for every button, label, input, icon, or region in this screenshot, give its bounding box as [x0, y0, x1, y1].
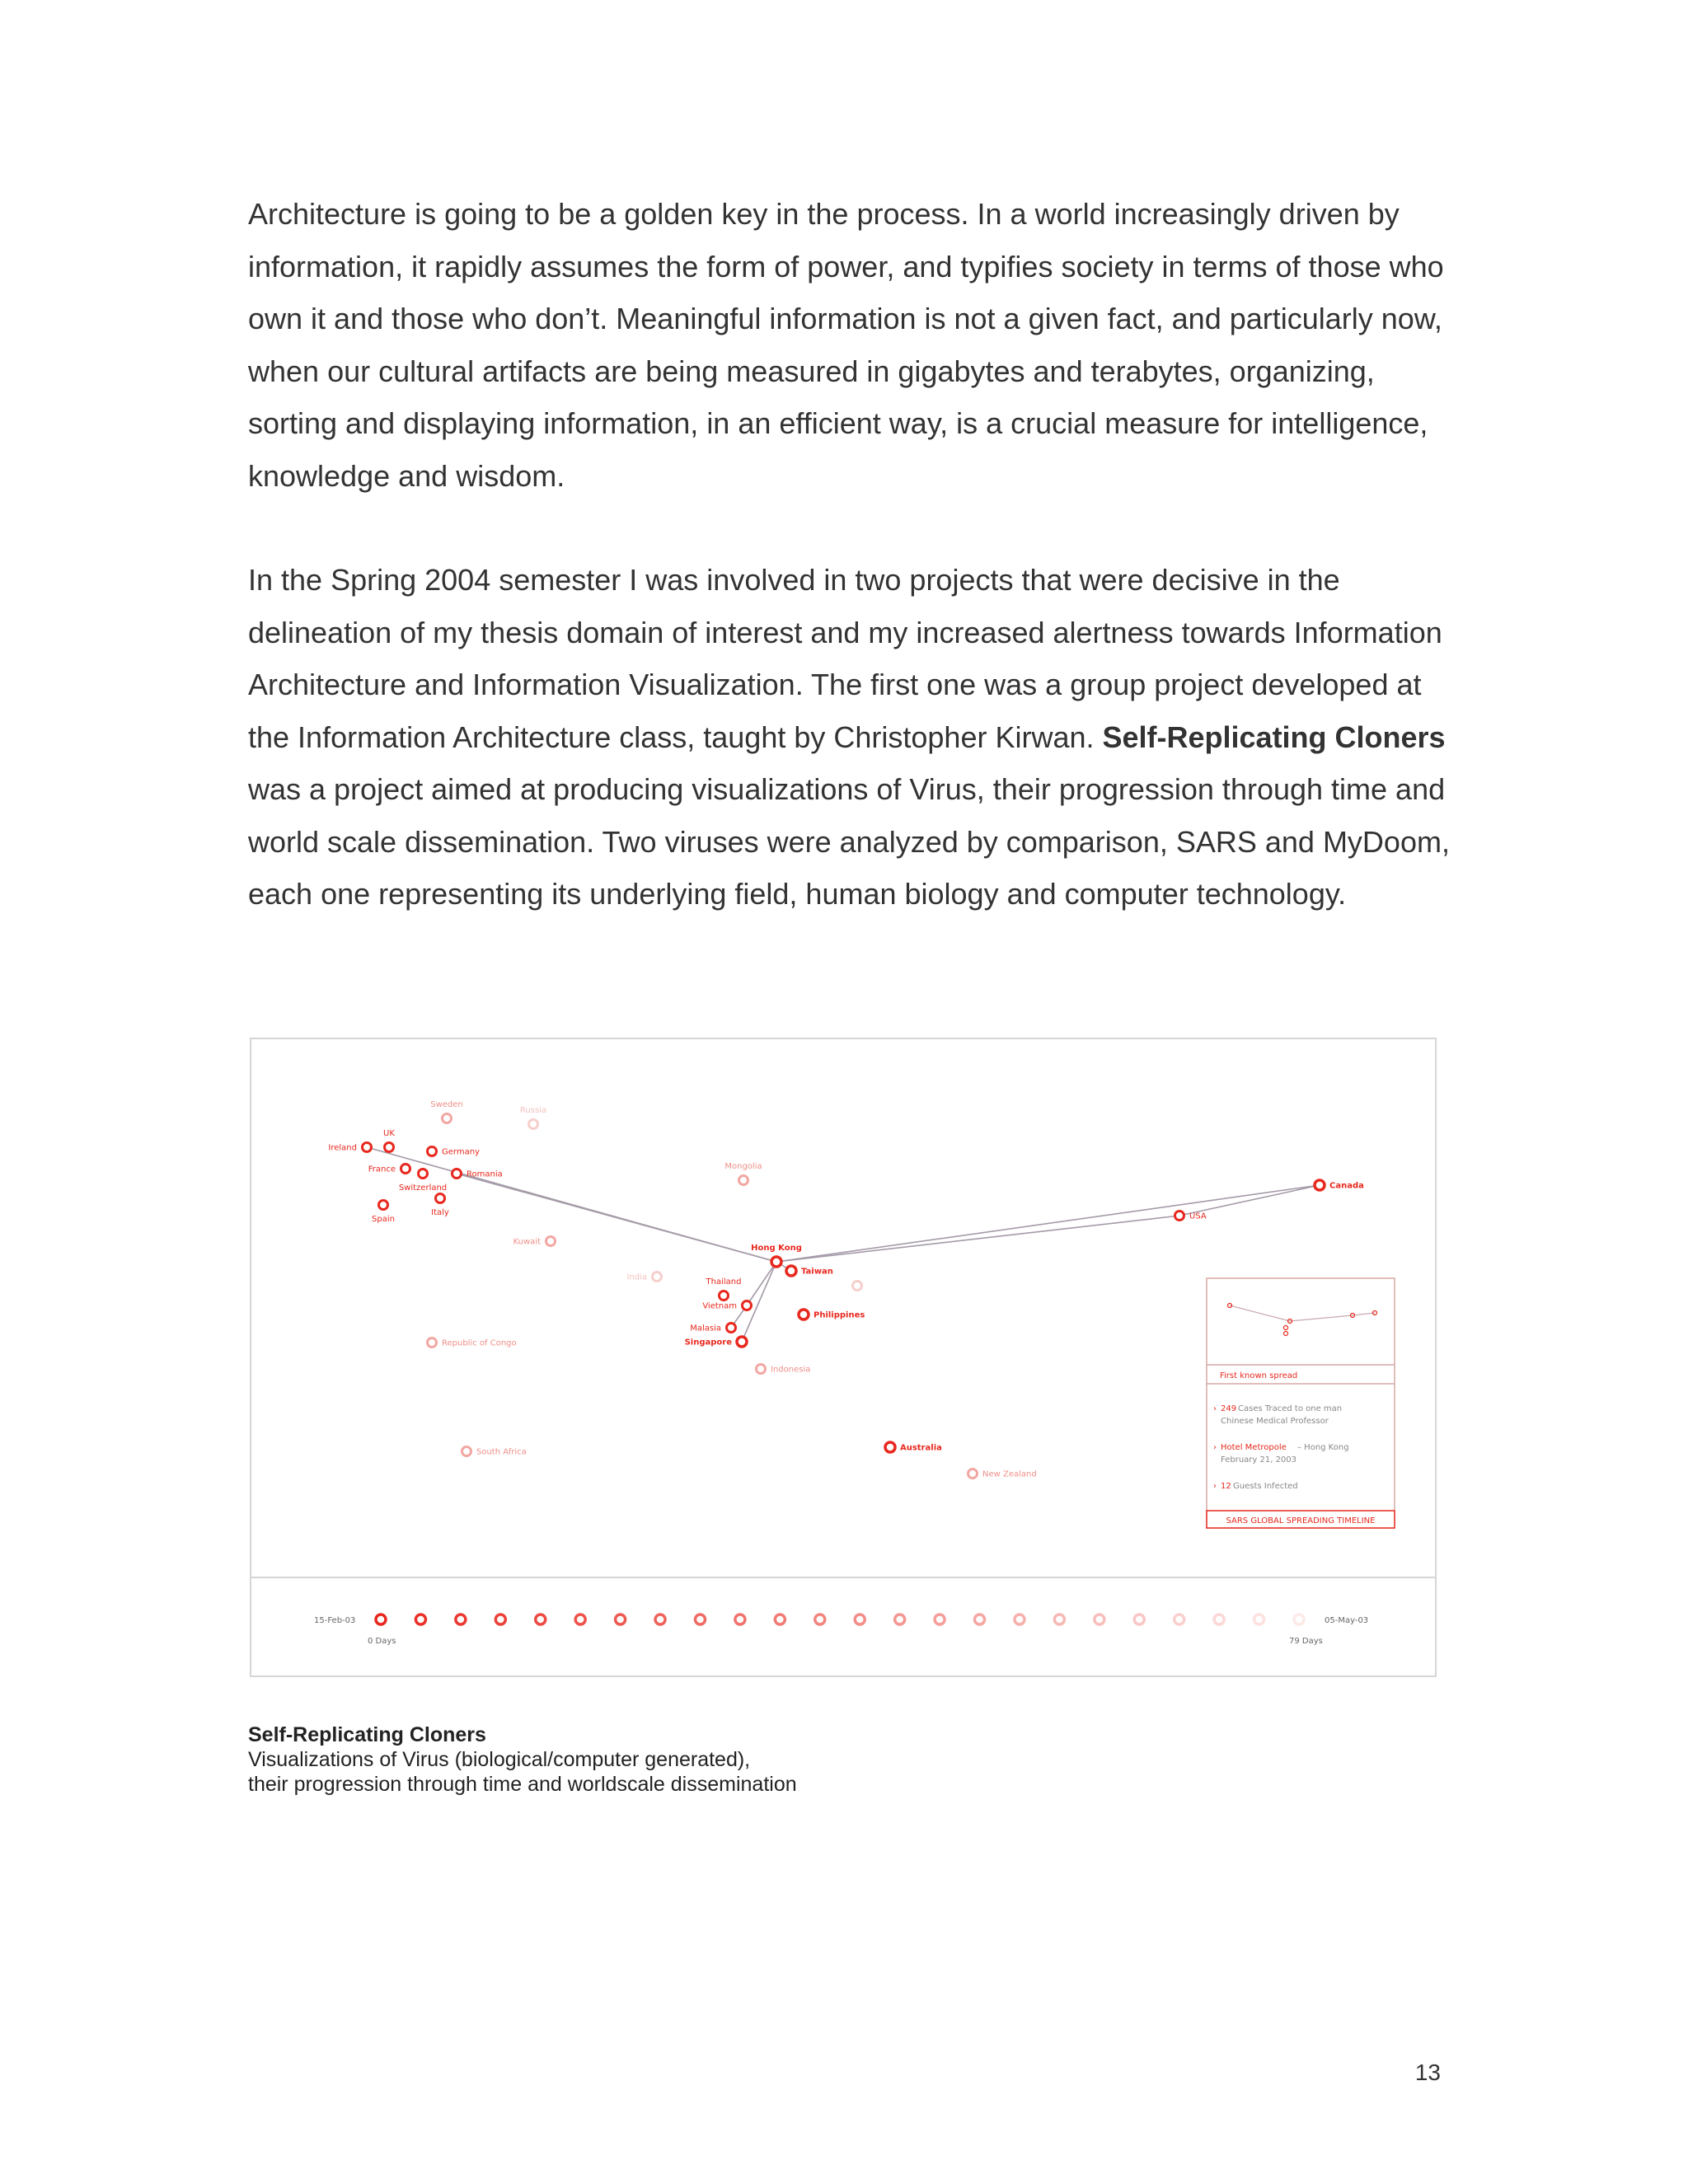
project-name-bold: Self-Replicating Cloners — [1102, 719, 1446, 754]
label-ireland: Ireland — [328, 1143, 357, 1153]
node-indonesia — [757, 1365, 766, 1374]
spread-link-hong-kong-usa — [776, 1216, 1179, 1262]
label-usa: USA — [1189, 1212, 1207, 1221]
timeline — [376, 1615, 1304, 1624]
node-taiwan — [786, 1266, 796, 1276]
timeline-marker[interactable] — [376, 1615, 386, 1624]
timeline-marker[interactable] — [655, 1615, 665, 1624]
timeline-marker[interactable] — [735, 1615, 745, 1624]
label-singapore: Singapore — [684, 1338, 732, 1347]
node-kuwait — [546, 1237, 556, 1246]
paragraph-2-text-b: was a project aimed at producing visualizations of Virus, their progression through time and world scale dissemination. Two viruses were analyzed by comparison, SARS and MyDoom, each one representing its underlying field, human biology and computer technology. — [248, 772, 1450, 911]
paragraph-2-text-a: In the Spring 2004 semester I was involved in two projects that were decisive in the delineation of my thesis domain of interest and my increased alertness towards Information Architecture and Information Visualization. The first one was a group project developed at the Information Architecture class, taught by Christopher Kirwan. — [248, 563, 1442, 754]
caption-line-1: Visualizations of Virus (biological/computer generated), — [248, 1748, 751, 1771]
label-mongolia: Mongolia — [724, 1162, 762, 1171]
node-germany — [428, 1147, 437, 1156]
legend-2-value: Hotel Metropole — [1221, 1443, 1287, 1452]
label-switzerland: Switzerland — [398, 1183, 448, 1193]
timeline-end-days: 79 Days — [1289, 1637, 1323, 1646]
label-uk: UK — [383, 1129, 395, 1138]
label-indonesia: Indonesia — [771, 1365, 811, 1375]
timeline-marker[interactable] — [895, 1615, 905, 1624]
timeline-marker[interactable] — [1015, 1615, 1025, 1624]
timeline-start-days: 0 Days — [368, 1637, 396, 1646]
label-germany: Germany — [442, 1147, 480, 1157]
timeline-marker[interactable] — [1095, 1615, 1104, 1624]
body-paragraph-2 — [248, 554, 1451, 921]
node-thailand — [720, 1291, 729, 1301]
node-singapore — [737, 1337, 747, 1347]
sars-spread-map — [251, 1039, 1435, 1675]
label-new-zealand: New Zealand — [982, 1469, 1037, 1479]
sars-visualization-figure — [250, 1038, 1437, 1677]
label-canada: Canada — [1329, 1181, 1364, 1191]
node-russia — [529, 1120, 538, 1129]
node-sweden — [443, 1114, 452, 1123]
timeline-marker[interactable] — [695, 1615, 705, 1624]
node-ireland — [363, 1143, 372, 1152]
legend-3-text: Guests Infected — [1233, 1482, 1298, 1491]
node-romania — [452, 1169, 462, 1179]
timeline-marker[interactable] — [616, 1615, 626, 1624]
timeline-marker[interactable] — [975, 1615, 985, 1624]
legend-1-sub: Chinese Medical Professor — [1221, 1417, 1329, 1426]
legend-3-value: 12 — [1221, 1482, 1231, 1491]
node-uk — [385, 1143, 394, 1152]
label-india: India — [626, 1272, 647, 1282]
label-australia: Australia — [900, 1443, 942, 1453]
timeline-marker[interactable] — [1134, 1615, 1144, 1624]
timeline-marker[interactable] — [575, 1615, 585, 1624]
node-malasia — [727, 1324, 736, 1333]
label-malasia: Malasia — [690, 1324, 721, 1333]
label-kuwait: Kuwait — [513, 1237, 541, 1247]
legend-2-sub: February 21, 2003 — [1221, 1455, 1297, 1465]
node-usa — [1175, 1212, 1184, 1221]
node-india — [653, 1272, 662, 1282]
node-vietnam — [743, 1301, 752, 1310]
label-sweden: Sweden — [430, 1100, 463, 1109]
label-romania: Romania — [467, 1169, 503, 1179]
label-vietnam: Vietnam — [702, 1301, 737, 1311]
legend-footer: SARS GLOBAL SPREADING TIMELINE — [1226, 1516, 1376, 1526]
legend-2-text: – Hong Kong — [1297, 1443, 1349, 1452]
label-south-africa: South Africa — [476, 1447, 527, 1457]
timeline-marker[interactable] — [536, 1615, 546, 1624]
spread-link-usa-canada — [1179, 1185, 1320, 1216]
legend-1-text: Cases Traced to one man — [1238, 1404, 1343, 1413]
node-italy — [436, 1194, 445, 1203]
node-australia — [885, 1442, 895, 1452]
node-spain — [379, 1201, 388, 1210]
spread-link-hong-kong-vietnam — [747, 1262, 776, 1305]
timeline-marker[interactable] — [1294, 1615, 1304, 1624]
timeline-start-date: 15-Feb-03 — [314, 1616, 356, 1625]
node-hong-kong — [771, 1257, 781, 1267]
caption-line-2: their progression through time and worldscale dissemination — [248, 1773, 797, 1796]
node-republic-of-congo — [428, 1338, 437, 1347]
timeline-marker[interactable] — [1214, 1615, 1224, 1624]
timeline-marker[interactable] — [775, 1615, 785, 1624]
legend-chevron-icon: › — [1213, 1443, 1217, 1452]
body-paragraph-1: Architecture is going to be a golden key in the process. In a world increasingly driven by information, it rapidly assumes the form of power, and typifies society in terms of those who own it and those who don’t. Meaningful information is not a given fact, and particularly now, when our cultural artifacts are being measured in gigabytes and terabytes, organizing, sorting and displaying information, in an efficient way, is a crucial measure for intelligence, knowledge and wisdom. — [248, 197, 1444, 493]
node-canada — [1315, 1180, 1325, 1190]
node-france — [401, 1165, 410, 1174]
label-thailand: Thailand — [706, 1277, 742, 1286]
label-russia: Russia — [519, 1106, 547, 1115]
legend-chevron-icon: › — [1213, 1482, 1217, 1491]
spread-link-romania-hong-kong — [457, 1174, 776, 1262]
label-philippines: Philippines — [814, 1310, 865, 1320]
legend-1-value: 249 — [1221, 1404, 1237, 1413]
inset-title: First known spread — [1220, 1371, 1298, 1380]
label-hong-kong: Hong Kong — [751, 1244, 802, 1253]
timeline-marker[interactable] — [1054, 1615, 1064, 1624]
spread-link-hong-kong-canada — [776, 1185, 1320, 1262]
label-spain: Spain — [372, 1215, 395, 1224]
label-france: France — [368, 1165, 396, 1174]
timeline-marker[interactable] — [815, 1615, 825, 1624]
timeline-marker[interactable] — [935, 1615, 945, 1624]
node-unlabeled — [853, 1282, 862, 1291]
timeline-marker[interactable] — [855, 1615, 865, 1624]
legend-panel — [1207, 1278, 1395, 1528]
caption-title: Self-Replicating Cloners — [248, 1723, 486, 1746]
node-philippines — [799, 1310, 809, 1319]
timeline-marker[interactable] — [495, 1615, 505, 1624]
timeline-marker[interactable] — [415, 1615, 425, 1624]
node-switzerland — [419, 1169, 428, 1179]
node-south-africa — [462, 1447, 471, 1456]
legend-chevron-icon: › — [1213, 1404, 1217, 1413]
node-mongolia — [739, 1176, 748, 1185]
label-taiwan: Taiwan — [801, 1267, 833, 1277]
timeline-marker[interactable] — [1175, 1615, 1184, 1624]
timeline-end-date: 05-May-03 — [1325, 1616, 1369, 1625]
label-italy: Italy — [431, 1208, 449, 1217]
page-number: 13 — [1414, 2060, 1441, 2085]
timeline-marker[interactable] — [456, 1615, 466, 1624]
label-republic-of-congo: Republic of Congo — [442, 1338, 517, 1348]
timeline-marker[interactable] — [1254, 1615, 1264, 1624]
node-new-zealand — [968, 1469, 978, 1479]
